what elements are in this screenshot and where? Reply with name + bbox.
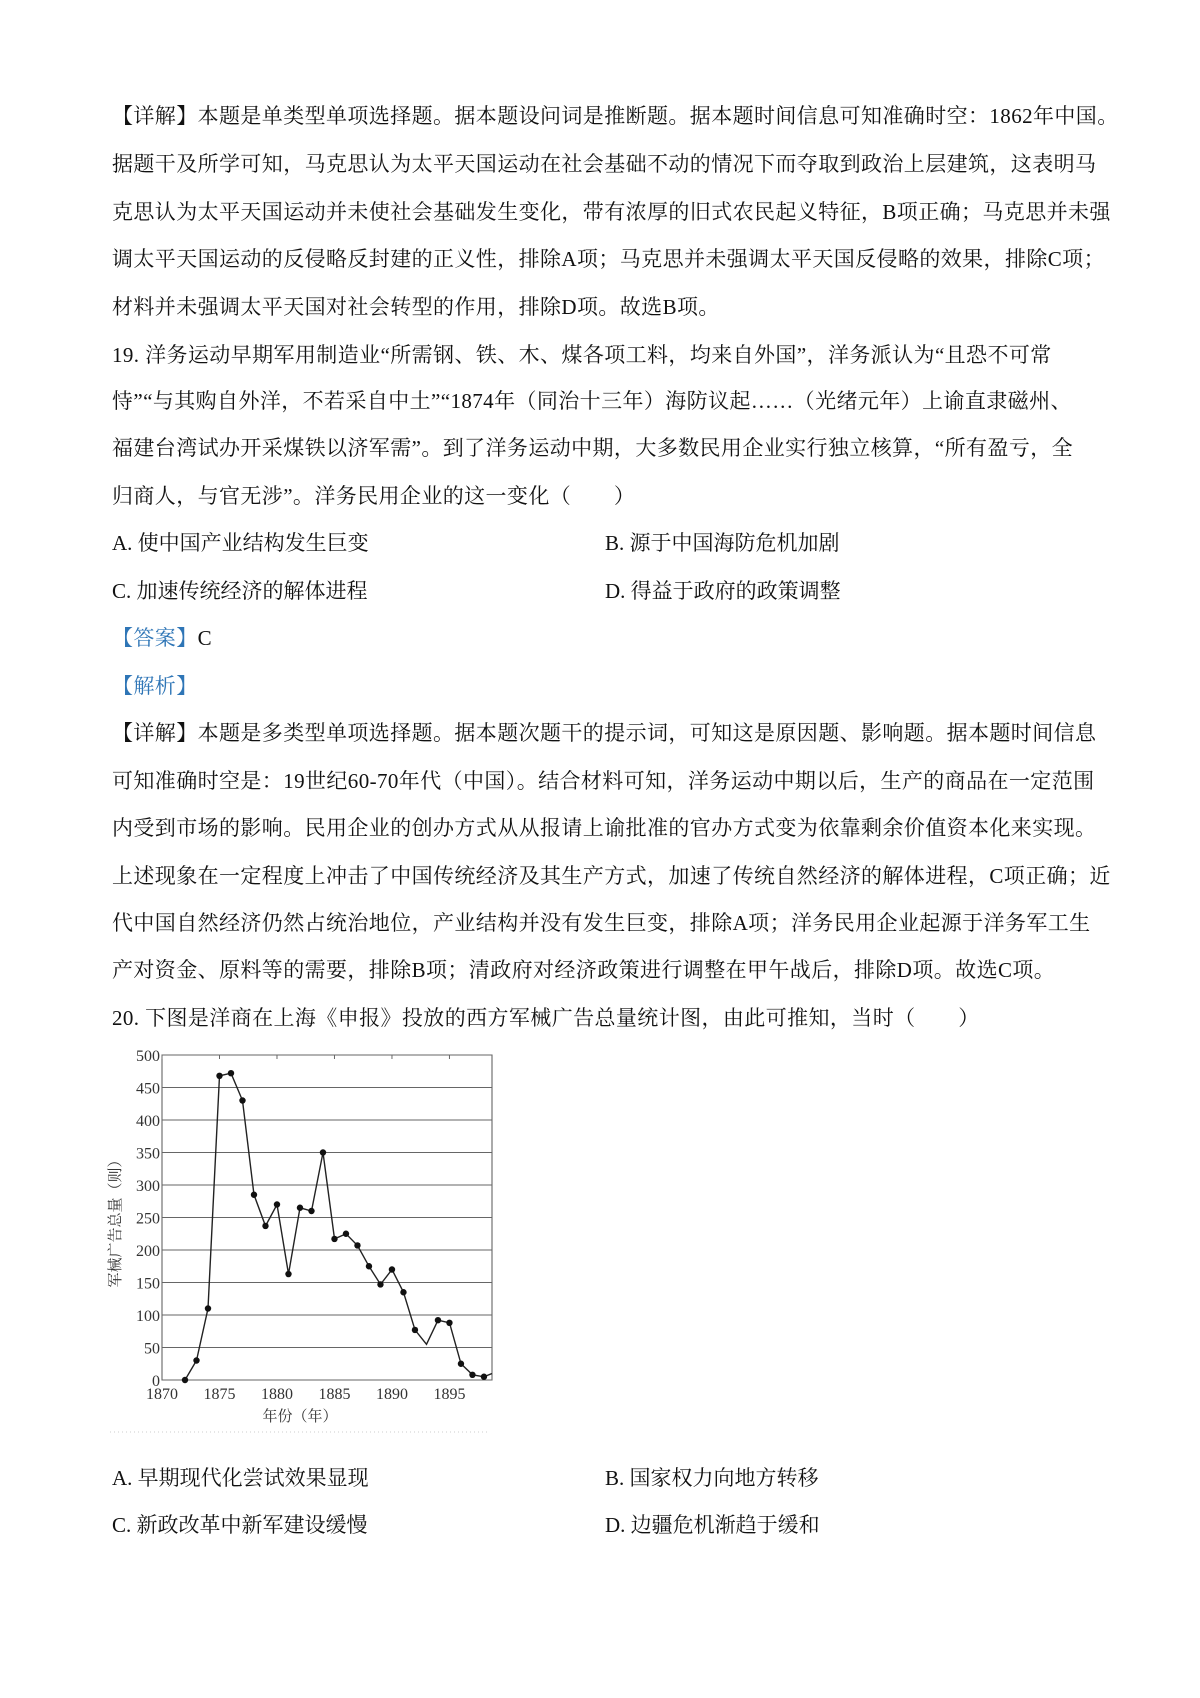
q20-option-d: D. 边疆危机渐趋于缓和 [605,1513,820,1537]
q18-detail-line: 据题干及所学可知，马克思认为太平天国运动在社会基础不动的情况下而夺取到政治上层建筑，这表明马 [112,152,1097,176]
q18-detail-line: 克思认为太平天国运动并未使社会基础发生变化，带有浓厚的旧式农民起义特征，B项正确；马克思并未强 [112,200,1111,224]
data-point [446,1320,452,1326]
data-point [400,1289,406,1295]
y-ticks [136,1048,160,1390]
q19-stem-line: 19. 洋务运动早期军用制造业“所需钢、铁、木、煤各项工料，均来自外国”，洋务派认为“且恐不可常 [112,343,1052,367]
data-point [354,1242,360,1248]
analysis-label: 【解析】 [112,674,198,698]
series-points [182,1070,487,1383]
y-tick-label: 100 [136,1308,160,1325]
y-tick-label: 200 [136,1243,160,1260]
data-point [389,1266,395,1272]
q19-option-c: C. 加速传统经济的解体进程 [112,579,368,603]
data-point [228,1070,234,1076]
data-point [262,1223,268,1229]
data-point [274,1201,280,1207]
y-tick-label: 300 [136,1178,160,1195]
y-tick-label: 250 [136,1210,160,1228]
answer-label: 【答案】 [112,626,198,650]
answer-value: C [197,626,213,650]
q19-answer [112,625,212,651]
q19-stem-line: 福建台湾试办开采煤铁以济军需”。到了洋务运动中期，大多数民用企业实行独立核算，“所有盈亏，全 [112,436,1074,460]
x-tick-label: 1890 [375,1386,408,1403]
y-tick-label: 450 [136,1080,160,1098]
chart-grid [162,1055,492,1380]
q19-detail-line: 代中国自然经济仍然占统治地位，产业结构并没有发生巨变，排除A项；洋务民用企业起源于洋务军工生 [112,911,1091,935]
data-point [205,1305,211,1311]
q19-stem-line: 归商人，与官无涉”。洋务民用企业的这一变化（ ） [112,484,636,508]
x-tick-label: 1870 [146,1386,178,1403]
x-axis-label: 年份（年） [262,1409,338,1425]
data-point [297,1205,303,1211]
y-tick-label: 50 [144,1340,160,1358]
x-tick-label: 1895 [433,1386,466,1403]
data-point [182,1377,188,1383]
data-point [251,1192,257,1198]
q20-option-b: B. 国家权力向地方转移 [605,1466,819,1490]
data-point [343,1231,349,1237]
q19-detail-line: 【详解】本题是多类型单项选择题。据本题次题干的提示词，可知这是原因题、影响题。据本题时间信息 [112,721,1097,745]
data-point [377,1281,383,1287]
x-ticks [146,1386,465,1403]
data-point [239,1097,245,1103]
y-tick-label: 150 [136,1275,160,1293]
q19-option-b: B. 源于中国海防危机加剧 [605,531,840,555]
x-tick-label: 1875 [203,1386,236,1403]
q18-detail-line: 调太平天国运动的反侵略反封建的正义性，排除A项；马克思并未强调太平天国反侵略的效果，排除C项； [112,247,1105,271]
y-tick-label: 500 [136,1048,160,1065]
q19-detail-line: 产对资金、原料等的需要，排除B项；清政府对经济政策进行调整在甲午战后，排除D项。故选C项。 [112,958,1056,982]
q18-detail-line: 【详解】本题是单类型单项选择题。据本题设问词是推断题。据本题时间信息可知准确时空：1862年中国。 [112,104,1119,128]
data-point [435,1317,441,1323]
data-point [193,1357,199,1363]
y-tick-label: 350 [136,1145,160,1163]
data-point [412,1327,418,1333]
x-tick-label: 1880 [260,1386,293,1403]
y-axis-label: 军械广告总量（则） [108,1152,124,1288]
series-line [185,1073,492,1380]
y-tick-label: 400 [136,1113,160,1130]
line-chart [100,1040,520,1450]
data-point [458,1361,464,1367]
q19-option-a: A. 使中国产业结构发生巨变 [112,531,369,555]
data-point [320,1149,326,1155]
q19-stem-line: 恃”“与其购自外洋，不若采自中土”“1874年（同治十三年）海防议起……（光绪元年）上谕直隶磁州、 [112,389,1072,413]
q18-detail-line: 材料并未强调太平天国对社会转型的作用，排除D项。故选B项。 [112,295,720,319]
x-tick-label: 1885 [318,1386,351,1403]
q19-detail-line: 内受到市场的影响。民用企业的创办方式从从报请上谕批准的官办方式变为依靠剩余价值资本化来实现。 [112,816,1097,840]
q20-option-c: C. 新政改革中新军建设缓慢 [112,1513,368,1537]
q20-stem: 20. 下图是洋商在上海《申报》投放的西方军械广告总量统计图，由此可推知，当时（ ） [112,1006,980,1030]
q20-option-a: A. 早期现代化尝试效果显现 [112,1466,369,1490]
data-point [481,1374,487,1380]
data-point [285,1271,291,1277]
q19-option-d: D. 得益于政府的政策调整 [605,579,841,603]
q19-detail-line: 上述现象在一定程度上冲击了中国传统经济及其生产方式，加速了传统自然经济的解体进程，C项正确；近 [112,864,1111,888]
data-point [331,1236,337,1242]
data-point [216,1073,222,1079]
data-point [469,1372,475,1378]
data-point [366,1263,372,1269]
y-tick-label: 0 [152,1373,160,1390]
data-point [308,1208,314,1214]
q19-detail-line: 可知准确时空是：19世纪60-70年代（中国）。结合材料可知，洋务运动中期以后，生产的商品在一定范围 [112,769,1095,793]
